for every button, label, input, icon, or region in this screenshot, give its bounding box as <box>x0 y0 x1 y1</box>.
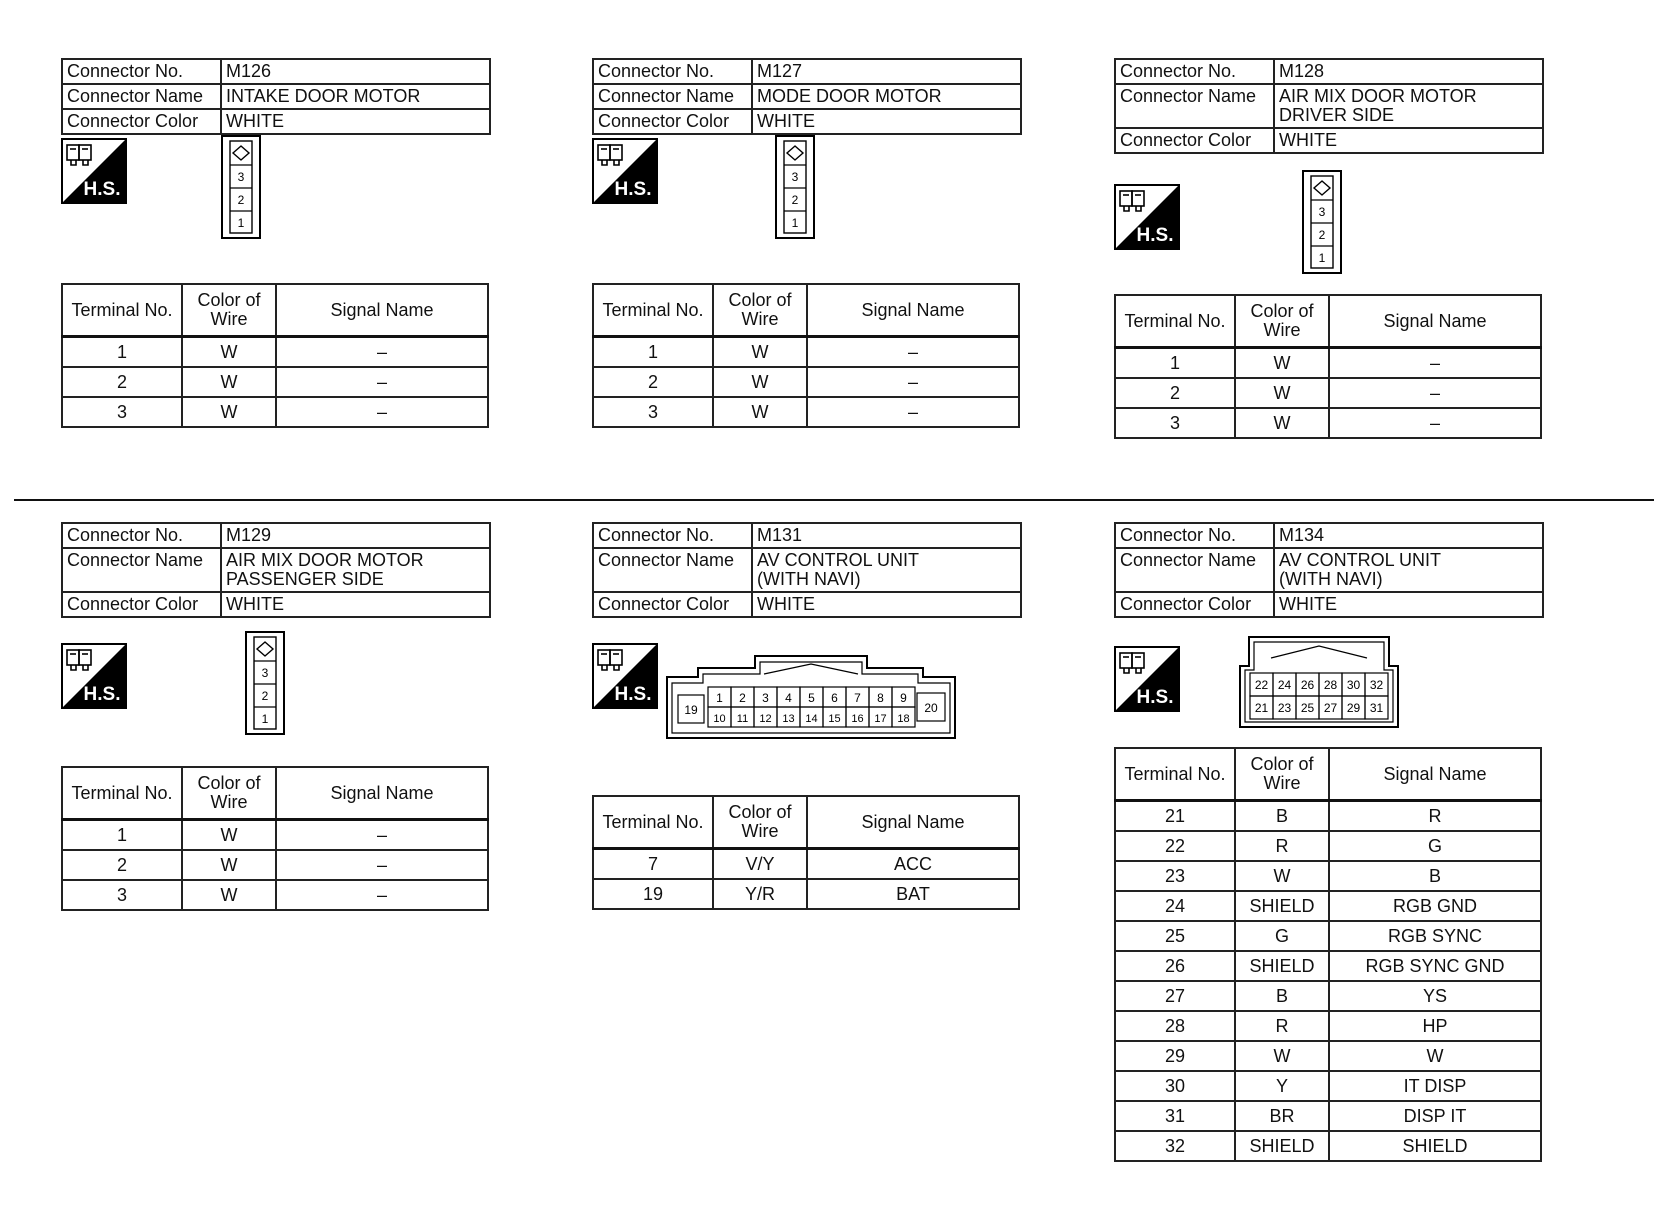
wire-color: W <box>182 367 276 397</box>
harness-side-icon <box>61 643 127 709</box>
terminal-row <box>1115 348 1541 379</box>
signal-name: – <box>1329 408 1541 438</box>
terminal-number: 21 <box>1115 801 1235 832</box>
terminal-table-head <box>62 767 488 820</box>
connector-diagram-area <box>592 618 1022 795</box>
terminal-number: 25 <box>1115 921 1235 951</box>
connector-number-row <box>62 59 490 84</box>
signal-name: G <box>1329 831 1541 861</box>
pin-label: 16 <box>851 713 864 725</box>
terminal-table-body <box>593 337 1019 428</box>
wire-color-header: Color of Wire <box>182 767 276 820</box>
connector-color-row <box>593 109 1021 134</box>
signal-name: – <box>276 337 488 368</box>
pin-label: 2 <box>1318 228 1326 242</box>
pin-label: 1 <box>261 712 269 726</box>
pin-label: 2 <box>791 193 799 207</box>
pin-label: 27 <box>1323 701 1338 715</box>
connector-color-label: Connector Color <box>62 109 221 134</box>
connector-info-body <box>593 59 1021 134</box>
pin-label: 1 <box>237 216 245 230</box>
terminal-row <box>1115 1041 1541 1071</box>
signal-name: – <box>276 397 488 427</box>
terminal-table-wrap <box>1114 294 1544 439</box>
terminal-table <box>1114 747 1542 1162</box>
terminal-table-body <box>1115 801 1541 1162</box>
connector-color-label: Connector Color <box>62 592 221 617</box>
connector-name-label: Connector Name <box>62 84 221 109</box>
connector-number-label: Connector No. <box>593 523 752 548</box>
pin-label: 18 <box>897 713 910 725</box>
signal-name: – <box>276 367 488 397</box>
pin-label: 19 <box>684 703 698 717</box>
wire-color-header: Color of Wire <box>1235 295 1329 348</box>
pin-label: 14 <box>805 713 818 725</box>
terminal-table-wrap <box>592 283 1022 428</box>
terminal-table <box>61 766 489 911</box>
terminal-number: 3 <box>62 397 182 427</box>
pin-label: 23 <box>1277 701 1292 715</box>
wire-color: W <box>1235 408 1329 438</box>
connector-color-value: WHITE <box>221 109 490 134</box>
connector-number-row <box>1115 59 1543 84</box>
signal-name: – <box>807 337 1019 368</box>
terminal-row <box>62 367 488 397</box>
signal-name: – <box>1329 378 1541 408</box>
signal-name: RGB SYNC <box>1329 921 1541 951</box>
connector-panel-m126 <box>61 58 491 428</box>
connector-name-value: AIR MIX DOOR MOTOR PASSENGER SIDE <box>221 548 490 592</box>
wire-color: G <box>1235 921 1329 951</box>
terminal-number: 2 <box>62 367 182 397</box>
connector-info-table <box>1114 58 1544 154</box>
wire-color: R <box>1235 831 1329 861</box>
connector-panel-m127 <box>592 58 1022 428</box>
terminal-number: 3 <box>1115 408 1235 438</box>
connector-info-table <box>61 522 491 618</box>
pin-label: 15 <box>828 713 841 725</box>
terminal-no-header: Terminal No. <box>593 796 713 849</box>
connector-color-row <box>62 592 490 617</box>
connector-number-value: M134 <box>1274 523 1543 548</box>
signal-name: B <box>1329 861 1541 891</box>
connector-number-row <box>62 523 490 548</box>
terminal-number: 24 <box>1115 891 1235 921</box>
terminal-table-head <box>593 284 1019 337</box>
wire-color: SHIELD <box>1235 951 1329 981</box>
terminal-number: 2 <box>1115 378 1235 408</box>
terminal-row <box>593 849 1019 880</box>
wire-color-header: Color of Wire <box>713 284 807 337</box>
terminal-row <box>593 879 1019 909</box>
pin-label: 25 <box>1300 701 1315 715</box>
terminal-number: 3 <box>593 397 713 427</box>
terminal-row <box>1115 981 1541 1011</box>
terminal-row <box>62 850 488 880</box>
connector-face-diagram <box>1239 636 1399 728</box>
wire-color: W <box>713 367 807 397</box>
terminal-number: 2 <box>593 367 713 397</box>
connector-face-diagram <box>245 631 285 735</box>
hs-label: H.S. <box>1136 225 1174 246</box>
hs-label: H.S. <box>83 179 121 200</box>
connector-diagram-area <box>1114 154 1544 294</box>
wire-color: Y/R <box>713 879 807 909</box>
pin-label: 3 <box>762 691 769 705</box>
terminal-number: 19 <box>593 879 713 909</box>
pin-label: 2 <box>261 689 269 703</box>
wire-color: W <box>182 880 276 910</box>
connector-info-body <box>1115 59 1543 153</box>
terminal-header-row <box>1115 748 1541 801</box>
connector-diagram-area <box>61 135 491 283</box>
terminal-row <box>1115 921 1541 951</box>
connector-number-value: M128 <box>1274 59 1543 84</box>
connector-face-diagram <box>1302 170 1342 274</box>
terminal-row <box>62 397 488 427</box>
signal-name: – <box>276 820 488 851</box>
pin-label: 3 <box>237 170 245 184</box>
signal-name-header: Signal Name <box>1329 295 1541 348</box>
pin-label: 31 <box>1369 701 1384 715</box>
connector-color-value: WHITE <box>1274 128 1543 153</box>
terminal-number: 23 <box>1115 861 1235 891</box>
wire-color: Y <box>1235 1071 1329 1101</box>
section-divider <box>14 499 1654 501</box>
pin-label: 32 <box>1369 678 1384 692</box>
wire-color-header: Color of Wire <box>182 284 276 337</box>
connector-name-row <box>593 84 1021 109</box>
connector-info-table <box>1114 522 1544 618</box>
terminal-number: 28 <box>1115 1011 1235 1041</box>
terminal-row <box>1115 861 1541 891</box>
connector-color-value: WHITE <box>221 592 490 617</box>
terminal-row <box>593 397 1019 427</box>
pin-label: 28 <box>1323 678 1338 692</box>
terminal-table-head <box>593 796 1019 849</box>
terminal-no-header: Terminal No. <box>1115 295 1235 348</box>
wire-color: SHIELD <box>1235 891 1329 921</box>
terminal-number: 29 <box>1115 1041 1235 1071</box>
connector-color-row <box>1115 128 1543 153</box>
terminal-header-row <box>62 284 488 337</box>
wire-color: B <box>1235 801 1329 832</box>
terminal-number: 7 <box>593 849 713 880</box>
terminal-header-row <box>593 284 1019 337</box>
signal-name: RGB SYNC GND <box>1329 951 1541 981</box>
connector-name-row <box>1115 548 1543 592</box>
connector-info-body <box>593 523 1021 617</box>
terminal-row <box>1115 1011 1541 1041</box>
connector-name-row <box>1115 84 1543 128</box>
pin-label: 6 <box>831 691 838 705</box>
connector-number-value: M129 <box>221 523 490 548</box>
connector-diagram-area <box>1114 618 1544 747</box>
wire-color: W <box>713 397 807 427</box>
connector-color-row <box>593 592 1021 617</box>
terminal-table-wrap <box>61 283 491 428</box>
connector-number-row <box>593 523 1021 548</box>
terminal-table-head <box>62 284 488 337</box>
connector-number-label: Connector No. <box>593 59 752 84</box>
terminal-no-header: Terminal No. <box>62 284 182 337</box>
wire-color: W <box>182 820 276 851</box>
terminal-row <box>593 367 1019 397</box>
signal-name-header: Signal Name <box>276 767 488 820</box>
signal-name-header: Signal Name <box>276 284 488 337</box>
signal-name: YS <box>1329 981 1541 1011</box>
wire-color: SHIELD <box>1235 1131 1329 1161</box>
connector-name-label: Connector Name <box>1115 84 1274 128</box>
signal-name: ACC <box>807 849 1019 880</box>
connector-info-table <box>592 58 1022 135</box>
connector-diagram-area <box>592 135 1022 283</box>
terminal-row <box>1115 891 1541 921</box>
terminal-table-head <box>1115 748 1541 801</box>
connector-diagram-area <box>61 618 491 766</box>
signal-name: – <box>807 397 1019 427</box>
pin-label: 11 <box>736 713 749 725</box>
terminal-row <box>62 820 488 851</box>
signal-name: W <box>1329 1041 1541 1071</box>
wire-color: W <box>182 337 276 368</box>
connector-color-value: WHITE <box>1274 592 1543 617</box>
connector-panel-m131 <box>592 522 1022 910</box>
connector-number-value: M127 <box>752 59 1021 84</box>
terminal-number: 27 <box>1115 981 1235 1011</box>
connector-info-table <box>61 58 491 135</box>
connector-number-label: Connector No. <box>1115 59 1274 84</box>
wire-color-header: Color of Wire <box>713 796 807 849</box>
terminal-table-wrap <box>1114 747 1544 1162</box>
terminal-header-row <box>1115 295 1541 348</box>
pin-label: 1 <box>1318 251 1326 265</box>
signal-name-header: Signal Name <box>1329 748 1541 801</box>
terminal-number: 26 <box>1115 951 1235 981</box>
terminal-header-row <box>62 767 488 820</box>
wire-color: W <box>713 337 807 368</box>
pin-label: 20 <box>924 701 938 715</box>
harness-side-icon <box>61 138 127 204</box>
signal-name: DISP IT <box>1329 1101 1541 1131</box>
terminal-table-body <box>62 820 488 911</box>
connector-name-value: INTAKE DOOR MOTOR <box>221 84 490 109</box>
harness-side-icon <box>592 138 658 204</box>
connector-color-row <box>62 109 490 134</box>
terminal-table-wrap <box>592 795 1022 910</box>
connector-name-value: MODE DOOR MOTOR <box>752 84 1021 109</box>
connector-name-value: AV CONTROL UNIT (WITH NAVI) <box>752 548 1021 592</box>
wire-color: BR <box>1235 1101 1329 1131</box>
connector-number-label: Connector No. <box>62 523 221 548</box>
terminal-no-header: Terminal No. <box>1115 748 1235 801</box>
signal-name: SHIELD <box>1329 1131 1541 1161</box>
pin-label: 5 <box>808 691 815 705</box>
signal-name: – <box>276 850 488 880</box>
terminal-table <box>592 795 1020 910</box>
terminal-number: 1 <box>62 820 182 851</box>
terminal-table-head <box>1115 295 1541 348</box>
hs-label: H.S. <box>614 179 652 200</box>
terminal-table <box>1114 294 1542 439</box>
signal-name: – <box>276 880 488 910</box>
pin-label: 1 <box>791 216 799 230</box>
terminal-number: 32 <box>1115 1131 1235 1161</box>
connector-panel-m134 <box>1114 522 1544 1162</box>
connector-number-row <box>593 59 1021 84</box>
pin-label: 30 <box>1346 678 1361 692</box>
pin-label: 3 <box>791 170 799 184</box>
pin-label: 10 <box>713 713 726 725</box>
pin-label: 7 <box>854 691 861 705</box>
terminal-row <box>1115 831 1541 861</box>
terminal-row <box>1115 1131 1541 1161</box>
connector-name-row <box>593 548 1021 592</box>
pin-label: 3 <box>261 666 269 680</box>
terminal-number: 22 <box>1115 831 1235 861</box>
terminal-table-body <box>62 337 488 428</box>
wire-color: W <box>1235 378 1329 408</box>
connector-name-label: Connector Name <box>1115 548 1274 592</box>
terminal-row <box>1115 1101 1541 1131</box>
connector-info-body <box>62 59 490 134</box>
pin-label: 12 <box>759 713 772 725</box>
pin-label: 21 <box>1254 701 1269 715</box>
pin-label: 1 <box>716 691 723 705</box>
wire-color: R <box>1235 1011 1329 1041</box>
hs-label: H.S. <box>83 684 121 705</box>
connector-panel-m128 <box>1114 58 1544 439</box>
wire-color: V/Y <box>713 849 807 880</box>
connector-name-value: AV CONTROL UNIT (WITH NAVI) <box>1274 548 1543 592</box>
signal-name: R <box>1329 801 1541 832</box>
terminal-number: 1 <box>1115 348 1235 379</box>
terminal-number: 3 <box>62 880 182 910</box>
connector-panel-m129 <box>61 522 491 911</box>
connector-info-body <box>1115 523 1543 617</box>
pin-label: 8 <box>877 691 884 705</box>
pin-label: 2 <box>237 193 245 207</box>
signal-name: BAT <box>807 879 1019 909</box>
hs-label: H.S. <box>1136 687 1174 708</box>
pin-label: 2 <box>739 691 746 705</box>
connector-number-value: M126 <box>221 59 490 84</box>
terminal-table <box>592 283 1020 428</box>
terminal-number: 31 <box>1115 1101 1235 1131</box>
terminal-row <box>1115 801 1541 832</box>
wire-color: W <box>1235 861 1329 891</box>
connector-color-label: Connector Color <box>1115 128 1274 153</box>
terminal-number: 1 <box>593 337 713 368</box>
pin-label: 3 <box>1318 205 1326 219</box>
terminal-row <box>593 337 1019 368</box>
terminal-table <box>61 283 489 428</box>
connector-color-row <box>1115 592 1543 617</box>
terminal-row <box>1115 951 1541 981</box>
terminal-number: 30 <box>1115 1071 1235 1101</box>
signal-name: HP <box>1329 1011 1541 1041</box>
connector-name-label: Connector Name <box>593 548 752 592</box>
signal-name-header: Signal Name <box>807 796 1019 849</box>
terminal-no-header: Terminal No. <box>593 284 713 337</box>
connector-number-label: Connector No. <box>1115 523 1274 548</box>
wire-color: W <box>1235 348 1329 379</box>
terminal-row <box>1115 1071 1541 1101</box>
connector-color-label: Connector Color <box>1115 592 1274 617</box>
terminal-no-header: Terminal No. <box>62 767 182 820</box>
terminal-row <box>62 880 488 910</box>
wire-color: W <box>182 850 276 880</box>
connector-name-label: Connector Name <box>62 548 221 592</box>
terminal-number: 1 <box>62 337 182 368</box>
connector-name-value: AIR MIX DOOR MOTOR DRIVER SIDE <box>1274 84 1543 128</box>
terminal-row <box>1115 408 1541 438</box>
connector-color-label: Connector Color <box>593 109 752 134</box>
pin-label: 9 <box>900 691 907 705</box>
connector-face-diagram <box>775 135 815 239</box>
connector-info-table <box>592 522 1022 618</box>
terminal-row <box>62 337 488 368</box>
pin-label: 26 <box>1300 678 1315 692</box>
terminal-table-body <box>593 849 1019 910</box>
wire-color: W <box>1235 1041 1329 1071</box>
wire-color-header: Color of Wire <box>1235 748 1329 801</box>
connector-info-body <box>62 523 490 617</box>
connector-number-label: Connector No. <box>62 59 221 84</box>
wire-color: B <box>1235 981 1329 1011</box>
connector-color-value: WHITE <box>752 109 1021 134</box>
connector-color-value: WHITE <box>752 592 1021 617</box>
terminal-number: 2 <box>62 850 182 880</box>
pin-label: 17 <box>874 713 887 725</box>
signal-name: – <box>1329 348 1541 379</box>
signal-name: IT DISP <box>1329 1071 1541 1101</box>
connector-number-value: M131 <box>752 523 1021 548</box>
connector-name-row <box>62 84 490 109</box>
hs-label: H.S. <box>614 684 652 705</box>
wire-color: W <box>182 397 276 427</box>
signal-name: RGB GND <box>1329 891 1541 921</box>
connector-face-diagram <box>221 135 261 239</box>
pin-label: 22 <box>1254 678 1269 692</box>
harness-side-icon <box>1114 646 1180 712</box>
harness-side-icon <box>592 643 658 709</box>
harness-side-icon <box>1114 184 1180 250</box>
terminal-row <box>1115 378 1541 408</box>
terminal-table-wrap <box>61 766 491 911</box>
terminal-table-body <box>1115 348 1541 439</box>
pin-label: 13 <box>782 713 795 725</box>
connector-color-label: Connector Color <box>593 592 752 617</box>
signal-name-header: Signal Name <box>807 284 1019 337</box>
connector-name-label: Connector Name <box>593 84 752 109</box>
pin-label: 4 <box>785 691 792 705</box>
pin-label: 24 <box>1277 678 1292 692</box>
connector-number-row <box>1115 523 1543 548</box>
terminal-header-row <box>593 796 1019 849</box>
connector-name-row <box>62 548 490 592</box>
pin-label: 29 <box>1346 701 1361 715</box>
connector-face-diagram <box>666 655 956 739</box>
signal-name: – <box>807 367 1019 397</box>
